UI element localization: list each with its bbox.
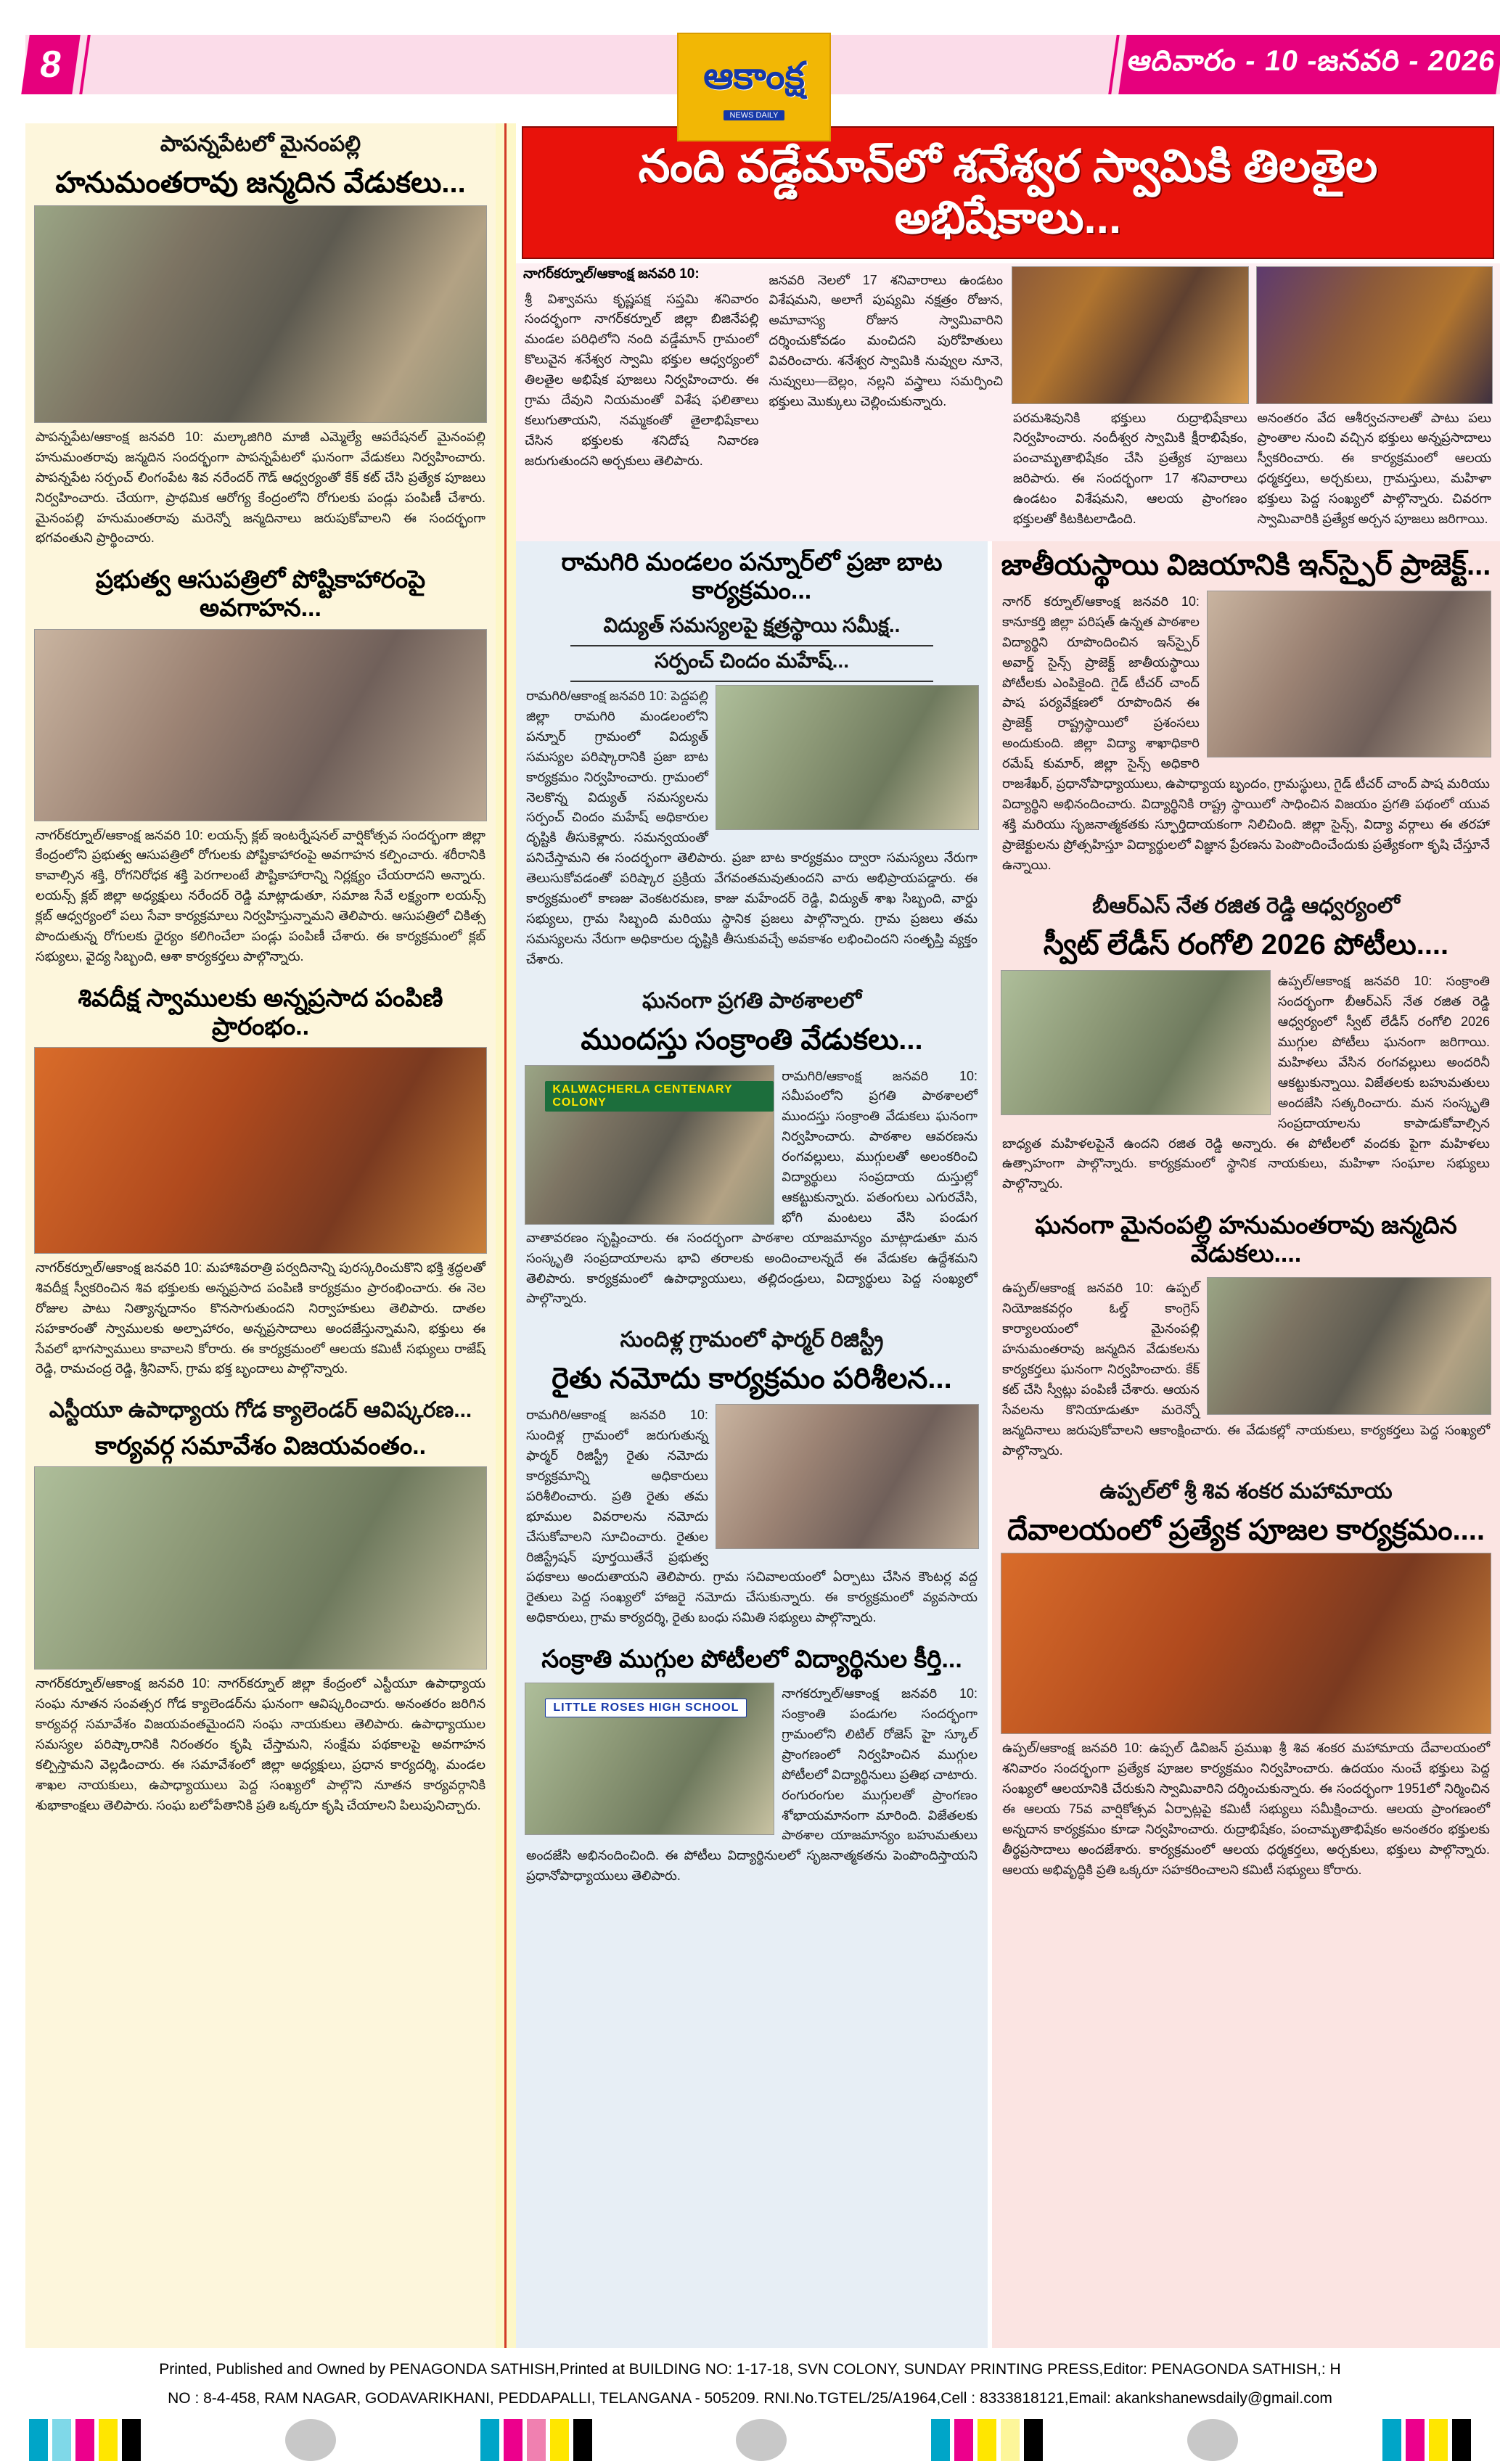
article-photo [1001, 970, 1271, 1115]
column-divider [496, 123, 516, 2348]
imprint-footer [0, 2348, 1500, 2464]
color-bar [29, 2419, 48, 2461]
article-praja-bata-pannur [525, 546, 979, 974]
article-muggula-competition [525, 1643, 979, 1891]
article-sankranti-pragati-school [525, 985, 979, 1314]
middle-column [516, 541, 988, 2348]
lead-col-1 [523, 266, 761, 534]
color-bar [1024, 2419, 1043, 2461]
lead-article-body [516, 263, 1500, 541]
article-photo [1012, 266, 1249, 404]
article-body: నాగర్‌కర్నూల్/ఆకాంక్ష జనవరి 10: నాగర్‌కర్నూల్ జిల్లా కేంద్రంలో ఎస్టీయూ ఉపాధ్యాయ సంఘ నూతన సంవత్సర గోడ క్యాలెండర్‌ను ఘనంగా ఆవిష్కరించారు. అనంతరం జరిగిన కార్యవర్గ సమావేశం విజయవంతమైందని సంఘ నాయకులు తెలిపారు. ఉపాధ్యాయుల సమస్యల పరిష్కారానికి నిరంతరం కృషి చేస్తామని, సంక్షేమ పథకాలపై అవగాహన కల్పిస్తామని వెల్లడించారు. ఈ సమావేశంలో జిల్లా అధ్యక్షులు, ప్రధాన కార్యదర్శి, మండల శాఖల నాయకులు, ఉపాధ్యాయులు పెద్ద సంఖ్యలో పాల్గొని నూతన కార్యవర్గానికి శుభాకాంక్షలు తెలిపారు. సంఘ బలోపేతానికి ప్రతి ఒక్కరూ కృషి చేయాలని పిలుపునిచ్చారు. [36, 1676, 485, 1812]
color-bar-group [480, 2419, 592, 2461]
newspaper-logo [677, 33, 831, 141]
color-bar-group [1382, 2419, 1471, 2461]
article-subhead: సర్పంచ్ చిందం మహేష్... [570, 646, 934, 682]
lower-columns [516, 541, 1500, 2348]
article-stu-calendar-launch [34, 1394, 487, 1820]
article-hospital-nutrition [34, 563, 487, 971]
color-bar [931, 2419, 950, 2461]
lead-col-4 [1256, 266, 1493, 534]
article-headline: ముందస్తు సంక్రాంతి వేడుకలు... [581, 1023, 923, 1056]
article-headline: శివదీక్ష స్వాములకు అన్నప్రసాద పంపిణి ప్రారంభం.. [78, 984, 443, 1040]
article-photo [1207, 591, 1491, 757]
article-photo [34, 205, 487, 423]
registration-oval [1187, 2419, 1238, 2461]
article-shaneshwara-abhishekam [516, 123, 1500, 541]
article-temple-special-pujas [1001, 1475, 1491, 1884]
page-number-plate [21, 35, 81, 94]
article-photo [34, 629, 487, 821]
article-body: ఉప్పల్/ఆకాంక్ష జనవరి 10: ఉప్పల్ డివిజన్ ప్రముఖ శ్రీ శివ శంకర మహామాయ దేవాలయంలో శనివారం సందర్భంగా ప్రత్యేక పూజల కార్యక్రమం నిర్వహించారు. ఉదయం నుంచే భక్తులు పెద్ద సంఖ్యలో ఆలయానికి చేరుకుని స్వామివారిని దర్శించుకున్నారు. ఈ సందర్భంగా 1951లో నిర్మించిన ఈ ఆలయ 75వ వార్షికోత్సవ ఏర్పాట్లపై కమిటీ సభ్యులు సమీక్షించారు. ఆలయ ప్రాంగణంలో అన్నదాన కార్యక్రమం కూడా నిర్వహించారు. రుద్రాభిషేకం, పంచామృతాభిషేకం అనంతరం భక్తులకు తీర్థప్రసాదాలు అందజేశారు. కార్యక్రమంలో ఆలయ ధర్మకర్తలు, అర్చకులు, భక్తులు పాల్గొన్నారు. ఆలయ అభివృద్ధికి ప్రతి ఒక్కరూ సహకరించాలని కమిటీ సభ్యులు కోరారు. [1002, 1741, 1490, 1877]
color-bar [75, 2419, 94, 2461]
color-bar [1406, 2419, 1425, 2461]
article-hanumantha-rao-birthday [34, 128, 487, 553]
article-photo [716, 685, 979, 830]
article-photo [34, 1047, 487, 1254]
article-body: రామగిరి/ఆకాంక్ష జనవరి 10: పెద్దపల్లి జిల్లా రామగిరి మండలంలోని పన్నూర్ గ్రామంలో విద్యుత్ సమస్యల పరిష్కారానికి ప్రజా బాట కార్యక్రమం నిర్వహించారు. గ్రామంలో నెలకొన్న విద్యుత్ సమస్యలను సర్పంచ్ చిందం మహేష్ అధికారుల దృష్టికి తీసుకెళ్లారు. సమన్వయంతో పనిచేస్తామని ఈ సందర్భంగా తెలిపారు. ప్రజా బాట కార్యక్రమం ద్వారా సమస్యలు నేరుగా తెలుసుకోవడంతో పరిష్కార ప్రక్రియ వేగవంతమవుతుందని వారు అభిప్రాయపడ్డారు. ఈ కార్యక్రమంలో కాణజు వెంకటరమణ, కాజు మహేందర్ రెడ్డి, విద్యుత్ శాఖ సిబ్బంది, వార్డు సభ్యులు, గ్రామ సిబ్బంది మరియు స్థానిక ప్రజలు పాల్గొన్నారు. గ్రామ ప్రజలు తమ సమస్యలను నేరుగా అధికారుల దృష్టికి తీసుకువచ్చే అవకాశం లభించిందని సంతృప్తి వ్యక్తం చేశారు. [526, 689, 978, 966]
color-bar-group [931, 2419, 1043, 2461]
article-headline: దేవాలయంలో ప్రత్యేక పూజల కార్యక్రమం.... [1007, 1514, 1485, 1547]
article-headline: కార్యవర్గ సమావేశం విజయవంతం.. [94, 1432, 427, 1461]
photo-banner-text: LITTLE ROSES HIGH SCHOOL [545, 1699, 747, 1717]
article-rangoli-competition [1001, 890, 1491, 1199]
color-bar [122, 2419, 141, 2461]
imprint-line-1: Printed, Published and Owned by PENAGONDA SATHISH,Printed at BUILDING NO: 1-17-18, SVN COLONY, SUNDAY PRINTING PRESS,Editor: PENAGONDA SATHISH,: H [159, 2361, 1341, 2378]
article-body: జనవరి నెలలో 17 శనివారాలు ఉండటం విశేషమని, అలాగే పుష్యమి నక్షత్రం రోజున, అమావాస్య రోజున స్వామివారిని దర్శించుకోవడం మంచిదని పురోహితులు వివరించారు. శనేశ్వర స్వామికి నువ్వుల నూనె, నువ్వులు—బెల్లం, నల్లని వస్త్రాలు సమర్పించి భక్తులు మొక్కులు చెల్లించుకున్నారు. [769, 272, 1003, 408]
right-column [988, 541, 1500, 2348]
color-bar [1382, 2419, 1401, 2461]
color-bar [550, 2419, 569, 2461]
article-body: రామగిరి/ఆకాంక్ష జనవరి 10: సమీపంలోని ప్రగతి పాఠశాలలో ముందస్తు సంక్రాంతి వేడుకలు ఘనంగా నిర్వహించారు. పాఠశాల ఆవరణను రంగవల్లులు, ముగ్గులతో అలంకరించి విద్యార్థులు సంప్రదాయ దుస్తుల్లో ఆకట్టుకున్నారు. పతంగులు ఎగురవేసి, భోగి మంటలు వేసి పండుగ వాతావరణం సృష్టించారు. ఈ సందర్భంగా పాఠశాల యాజమాన్యం మాట్లాడుతూ మన సంస్కృతి సంప్రదాయాలను భావి తరాలకు అందించాలన్నదే ఈ వేడుకల ఉద్దేశమని తెలిపారు. కార్యక్రమంలో ఉపాధ్యాయులు, తల్లిదండ్రులు, విద్యార్థులు పెద్ద సంఖ్యలో పాల్గొన్నారు. [526, 1068, 978, 1306]
article-photo [1256, 266, 1493, 404]
article-headline: ప్రభుత్వ ఆసుపత్రిలో పోష్టికాహారంపై అవగాహన... [95, 566, 426, 623]
article-kicker: ఎస్టీయూ ఉపాధ్యాయ గోడ క్యాలెండర్ ఆవిష్కరణ... [49, 1398, 472, 1423]
registration-oval [736, 2419, 787, 2461]
article-body: అనంతరం వేద ఆశీర్వచనాలతో పాటు పలు ప్రాంతాల నుంచి వచ్చిన భక్తులు అన్నప్రసాదాలు స్వీకరించారు. ఈ కార్యక్రమంలో ఆలయ ధర్మకర్తలు, అర్చకులు, గ్రామస్తులు, మహిళా భక్తులు పెద్ద సంఖ్యలో పాల్గొన్నారు. చివరగా స్వామివారికి ప్రత్యేక అర్చన పూజలు జరిగాయి. [1257, 410, 1491, 527]
article-photo [525, 1065, 774, 1225]
color-bar [573, 2419, 592, 2461]
article-body: శ్రీ విశ్వావసు కృష్ణపక్ష సప్తమి శనివారం సందర్భంగా నాగర్‌కర్నూల్ జిల్లా బిజినేపల్లి మండల పరిధిలోని నంది వడ్డేమాన్ గ్రామంలో కొలువైన శనేశ్వర స్వామి భక్తుల ఆధ్వర్యంలో తిలతైల అభిషేక పూజలు నిర్వహించారు. ఈ గ్రామ దేవుని నియమంతో విశేష ఫలితాలు కలుగుతాయని, నమ్మకంతో తైలాభిషేకాలు చేసిన భక్తులకు శనిదోష నివారణ జరుగుతుందని అర్చకులు తెలిపారు. [525, 291, 759, 468]
article-body: నాగర్‌కర్నూల్/ఆకాంక్ష జనవరి 10: లయన్స్ క్లబ్ ఇంటర్నేషనల్ వార్షికోత్సవ సందర్భంగా జిల్లా కేంద్రంలోని ప్రభుత్వ ఆసుపత్రిలో రోగులకు పోష్టికాహారంపై అవగాహన కల్పించారు. శరీరానికి కావాల్సిన శక్తి, రోగనిరోధక శక్తి పెరగాలంటే పౌష్టికాహారాన్ని నిర్లక్ష్యం చేయరాదని అన్నారు. లయన్స్ క్లబ్ జిల్లా అధ్యక్షులు నరేందర్ రెడ్డి మాట్లాడుతూ, సమాజ సేవే లక్ష్యంగా లయన్స్ క్లబ్ ఆధ్వర్యంలో పలు సేవా కార్యక్రమాలు నిర్వహిస్తున్నామని తెలిపారు. ఆసుపత్రిలో చికిత్స పొందుతున్న రోగులకు ధైర్యం కలిగించేలా పండ్లు పంపిణీ చేశారు. ఈ కార్యక్రమంలో క్లబ్ సభ్యులు, వైద్య సిబ్బంది, ఆశా కార్యకర్తలు పాల్గొన్నారు. [36, 827, 485, 964]
article-kicker: బీఆర్ఎస్ నేత రజిత రెడ్డి ఆధ్వర్యంలో [1092, 894, 1400, 919]
article-headline: రామగిరి మండలం పన్నూర్‌లో ప్రజా బాట కార్యక్రమం... [561, 548, 943, 605]
article-kicker: పాపన్నపేటలో మైనంపల్లి [160, 132, 361, 156]
article-headline: రైతు నమోదు కార్యక్రమం పరిశీలన... [552, 1363, 952, 1395]
content-area [0, 123, 1500, 2348]
date-plate [1118, 35, 1500, 94]
right-region [516, 123, 1500, 2348]
article-photo [716, 1404, 979, 1549]
article-birthday-uppal [1001, 1209, 1491, 1465]
article-body: నాగర్ కర్నూల్/ఆకాంక్ష జనవరి 10: కానూకర్తి జిల్లా పరిషత్ ఉన్నత పాఠశాల విద్యార్థిని రూపొందించిన ఇన్‌స్పైర్ అవార్డ్ సైన్స్ ప్రాజెక్ట్ జాతీయస్థాయి పోటీలకు ఎంపికైంది. గైడ్ టీచర్ చాంద్ పాష పర్యవేక్షణలో రూపొందిన ఈ ప్రాజెక్ట్ రాష్ట్రస్థాయిలో ప్రశంసలు అందుకుంది. జిల్లా విద్యా శాఖాధికారి రమేష్ కుమార్, జిల్లా సైన్స్ అధికారి రాజశేఖర్, ప్రధానోపాధ్యాయులు, ఉపాధ్యాయ బృందం, గ్రామస్థులు, గైడ్ టీచర్ చాంద్ పాష మరియు విద్యార్థిని అభినందించారు. విద్యార్థినికి రాష్ట్ర స్థాయిలో సాధించిన విజయం ప్రగతి పథంలో యువ శక్తి మరియు సృజనాత్మకతకు స్ఫూర్తిదాయకంగా నిలిచింది. జిల్లా సైన్స్, విద్యా వర్గాలు ఈ తరహా ప్రాజెక్టులను ప్రోత్సహిస్తూ విద్యార్థులలో విజ్ఞాన ప్రేరణను పెంపొందించేందుకు ప్రత్యేకంగా కృషి చేస్తూనే ఉన్నాయి. [1002, 594, 1490, 872]
registration-oval [285, 2419, 336, 2461]
color-bar [1429, 2419, 1448, 2461]
article-photo [525, 1683, 774, 1835]
edition-date: ఆదివారం - 10 -జనవరి - 2026 [1126, 44, 1499, 77]
article-headline: జాతీయస్థాయి విజయానికి ఇన్‌స్పైర్ ప్రాజెక్ట్... [1001, 549, 1491, 581]
article-photo [1001, 1553, 1491, 1734]
color-bar-group [29, 2419, 141, 2461]
lead-col-2 [768, 266, 1005, 534]
imprint-line-2: NO : 8-4-458, RAM NAGAR, GODAVARIKHANI, PEDDAPALLI, TELANGANA - 505209. RNI.No.TGTEL/25/A1964,Cell : 8333818121,Email: akankshanewsdaily@gmail.com [168, 2389, 1332, 2407]
color-bar [52, 2419, 71, 2461]
article-body: పరమశివునికి భక్తులు రుద్రాభిషేకాలు నిర్వహించారు. నందీశ్వర స్వామికి క్షీరాభిషేకం, పంచామృతాభిషేకం చేసి ప్రత్యేక పూజలు జరిపారు. ఈ సందర్భంగా 17 శనివారాలు ఉండటం విశేషమని, ఆలయ ప్రాంగణం భక్తులతో కిటకిటలాడింది. [1013, 410, 1247, 527]
color-bar [978, 2419, 996, 2461]
dateline: నాగర్‌కర్నూల్/ఆకాంక్ష జనవరి 10: [523, 266, 700, 282]
color-bar [99, 2419, 118, 2461]
article-headline: సంక్రాతి ముగ్గుల పోటీలలో విద్యార్థినుల కీర్తి... [541, 1646, 962, 1674]
lead-col-3 [1012, 266, 1249, 534]
article-headline: ఘనంగా మైనంపల్లి హనుమంతరావు జన్మదిన వేడుకలు.... [1035, 1212, 1457, 1268]
masthead [0, 0, 1500, 123]
article-body: ఉప్పల్/ఆకాంక్ష జనవరి 10: సంక్రాంతి సందర్భంగా బీఆర్ఎస్ నేత రజిత రెడ్డి ఆధ్వర్యంలో స్వీట్ లేడీస్ రంగోలి 2026 ముగ్గుల పోటీలు ఘనంగా జరిగాయి. మహిళలు వేసిన రంగవల్లులు అందరినీ ఆకట్టుకున్నాయి. విజేతలకు బహుమతులు అందజేసి సత్కరించారు. మన సంస్కృతి సంప్రదాయాలను కాపాడుకోవాల్సిన బాధ్యత మహిళలపైనే ఉందని రజిత రెడ్డి అన్నారు. ఈ పోటీలలో వందకు పైగా మహిళలు ఉత్సాహంగా పాల్గొన్నారు. కార్యక్రమంలో స్థానిక నాయకులు, మహిళా సంఘాల సభ్యులు పాల్గొన్నారు. [1002, 974, 1490, 1191]
article-shiva-deeksha-annaprasadam [34, 982, 487, 1384]
article-kicker: ఘనంగా ప్రగతి పాఠశాలలో [642, 988, 861, 1013]
article-body: నాగర్‌కర్నూల్/ఆకాంక్ష జనవరి 10: మహాశివరాత్రి పర్వదినాన్ని పురస్కరించుకొని భక్తి శ్రద్ధలతో శివదీక్ష స్వీకరించిన శివ భక్తులకు అన్నప్రసాద పంపిణి కార్యక్రమం ప్రారంభించారు. ఈ నెల రోజుల పాటు నిత్యాన్నదానం కొనసాగుతుందని నిర్వాహకులు తెలిపారు. దాతల సహకారంతో స్వాములకు అల్పాహారం, అన్నప్రసాదాలు అందజేస్తున్నామని, భక్తులు ఈ సేవలో భాగస్వాములు కావాలని కోరారు. ఈ కార్యక్రమంలో ఆలయ కమిటీ సభ్యులు రాజేష్ రెడ్డి, రామచంద్ర రెడ్డి, శ్రీనివాస్, గ్రామ భక్త బృందాలు పాల్గొన్నారు. [36, 1260, 485, 1376]
article-subhead: విద్యుత్ సమస్యలపై క్షత్రస్థాయి సమీక్ష.. [570, 611, 934, 646]
article-kicker: సుందిళ్ల గ్రామంలో ఫార్మర్ రిజిస్ట్రీ [620, 1328, 884, 1352]
article-headline: స్వీట్ లేడీస్ రంగోలి 2026 పోటీలు.... [1043, 929, 1449, 961]
left-column [25, 123, 496, 2348]
cmyk-registration-bars [0, 2413, 1500, 2461]
logo-title: ఆకాంక్ష [703, 54, 805, 97]
page-number: 8 [37, 44, 65, 86]
logo-subtitle: NEWS DAILY [724, 110, 784, 120]
color-bar [954, 2419, 973, 2461]
color-bar [1001, 2419, 1020, 2461]
article-body: నాగకర్నూల్/ఆకాంక్ష జనవరి 10: సంక్రాంతి పండుగల సందర్భంగా గ్రామంలోని లిటిల్ రోజెస్ హై స్కూల్ ప్రాంగణంలో నిర్వహించిన ముగ్గుల పోటీలలో విద్యార్థినులు ప్రతిభ చాటారు. రంగురంగుల ముగ్గులతో ప్రాంగణం శోభాయమానంగా మారింది. విజేతలకు పాఠశాల యాజమాన్యం బహుమతులు అందజేసి అభినందించింది. ఈ పోటీలు విద్యార్థినులలో సృజనాత్మకతను పెంపొందిస్తాయని ప్రధానోపాధ్యాయులు తెలిపారు. [526, 1686, 978, 1884]
article-body: పాపన్నపేట/ఆకాంక్ష జనవరి 10: మల్కాజిగిరి మాజీ ఎమ్మెల్యే ఆపరేషనల్ మైనంపల్లి హనుమంతరావు జన్మదిన సందర్భంగా పాపన్నపేటలో ఘనంగా వేడుకలు నిర్వహించారు. పాపన్నపేట సర్పంచ్ లింగంపేట శివ నరేందర్ గౌడ్ ఆధ్వర్యంతో కేక్ కట్ చేసి ప్రత్యేక పూజలు నిర్వహించారు. చేయగా, ప్రాథమిక ఆరోగ్య కేంద్రంలోని రోగులకు పండ్లు పంపిణీ చేశారు. మైనంపల్లి హనుమంతరావు మరెన్నో జన్మదినాలు జరుపుకోవాలని ఈ సందర్భంగా భగవంతుని ప్రార్థించారు. [36, 430, 485, 546]
article-farmer-registry-sundilla [525, 1323, 979, 1633]
article-headline: హనుమంతరావు జన్మదిన వేడుకలు... [55, 167, 466, 199]
color-bar [504, 2419, 522, 2461]
lead-headline-banner [522, 126, 1494, 259]
article-body: ఉప్పల్/ఆకాంక్ష జనవరి 10: ఉప్పల్ నియోజకవర్గం ఓల్డ్ కాంగ్రెస్ కార్యాలయంలో మైనంపల్లి హనుమంతరావు జన్మదిన వేడుకలను కార్యకర్తలు ఘనంగా నిర్వహించారు. కేక్ కట్ చేసి స్వీట్లు పంపిణీ చేశారు. ఆయన సేవలను కొనియాడుతూ మరెన్నో జన్మదినాలు జరుపుకోవాలని ఆకాంక్షించారు. ఈ వేడుకల్లో నాయకులు, కార్యకర్తలు పెద్ద సంఖ్యలో పాల్గొన్నారు. [1002, 1281, 1490, 1458]
color-bar [480, 2419, 499, 2461]
article-photo [34, 1466, 487, 1670]
lead-headline: నంది వడ్డేమాన్‌లో శనేశ్వర స్వామికి తిలతైల అభిషేకాలు... [638, 141, 1378, 244]
color-bar [1452, 2419, 1471, 2461]
color-bar [527, 2419, 546, 2461]
article-body: రామగిరి/ఆకాంక్ష జనవరి 10: సుందిళ్ల గ్రామంలో జరుగుతున్న ఫార్మర్ రిజిస్ట్రీ రైతు నమోదు కార్యక్రమాన్ని అధికారులు పరిశీలించారు. ప్రతి రైతు తమ భూముల వివరాలను నమోదు చేసుకోవాలని సూచించారు. రైతుల రిజిస్ట్రేషన్ పూర్తయితేనే ప్రభుత్వ పథకాలు అందుతాయని తెలిపారు. గ్రామ సచివాలయంలో ఏర్పాటు చేసిన కౌంటర్ల వద్ద రైతులు పెద్ద సంఖ్యలో హాజరై నమోదు చేసుకున్నారు. ఈ కార్యక్రమంలో వ్యవసాయ అధికారులు, గ్రామ కార్యదర్శి, రైతు బంధు సమితి సభ్యులు పాల్గొన్నారు. [526, 1408, 978, 1625]
photo-banner-text: KALWACHERLA CENTENARY COLONY [545, 1081, 774, 1112]
article-photo [1207, 1277, 1491, 1415]
article-kicker: ఉప్పల్‌లో శ్రీ శివ శంకర మహామాయ [1099, 1479, 1393, 1504]
article-inspire-project [1001, 546, 1491, 879]
